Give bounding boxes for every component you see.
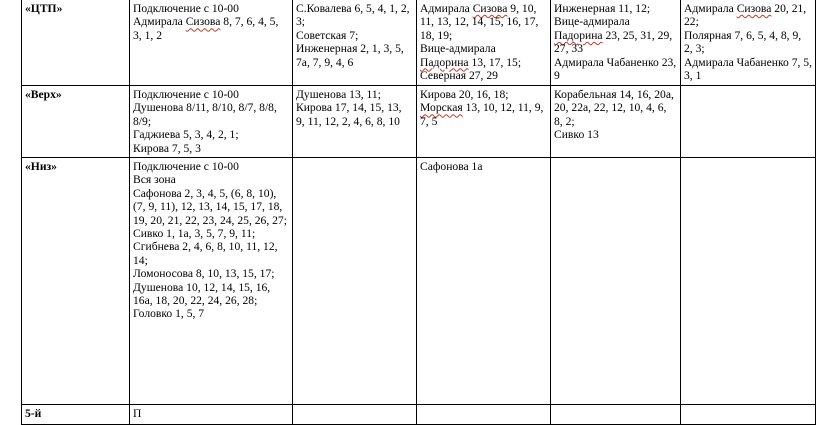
- schedule-cell-2: [293, 405, 417, 425]
- zone-name-cell: [22, 86, 130, 158]
- address-line: Полярная 7, 6, 5, 4, 8, 9, 2, 3;: [684, 28, 802, 56]
- address-line: Сафонова 2, 3, 4, 5, (6, 8, 10), (7, 9, 11), 12, 13, 14, 15, 17, 18, 19, 20, 21, 22, 23, 24, 25, 26, 27;: [133, 186, 287, 227]
- address-line: Сгибнева 2, 4, 6, 8, 10, 11, 12, 14;: [133, 240, 278, 267]
- schedule-cell-4: [551, 405, 681, 425]
- schedule-cell-5: [681, 405, 816, 425]
- address-line: Подключение с 10-00: [133, 88, 239, 101]
- schedule-cell-5: [681, 0, 816, 86]
- zone-name-cell: [22, 158, 130, 405]
- address-line: Корабельная 14, 16, 20а, 20, 22а, 22, 12, 10, 4, 6, 8, 2;: [554, 88, 674, 128]
- schedule-cell-5: [681, 86, 816, 158]
- schedule-cell-2: [293, 0, 417, 86]
- schedule-cell-1: [130, 86, 293, 158]
- schedule-cell-1: [130, 405, 293, 425]
- zone-name: «Низ»: [25, 160, 57, 173]
- address-line: Сивко 13: [554, 128, 599, 142]
- schedule-cell-5: [681, 158, 816, 405]
- address-line: Инженерная 11, 12;: [554, 2, 651, 15]
- zone-name: «Верх»: [25, 88, 62, 101]
- zone-name-cell: [22, 0, 130, 86]
- spellcheck-mark: Сизова: [185, 15, 221, 29]
- schedule-cell-3: [417, 158, 551, 405]
- spellcheck-mark: Падорина: [554, 28, 603, 42]
- schedule-cell-2: [293, 86, 417, 158]
- address-line: Подключение с 10-00: [133, 160, 239, 173]
- address-line: Вице-адмирала Падорина 13, 17, 15;: [420, 42, 522, 69]
- address-line: Адмирала Сизова 20, 21, 22;: [684, 2, 807, 29]
- address-line: Адмирала Чабаненко 7, 5, 3, 1: [684, 55, 812, 83]
- address-line: Адмирала Сизова 8, 7, 6, 4, 5, 3, 1, 2: [133, 15, 279, 42]
- schedule-cell-1: [130, 0, 293, 86]
- schedule-cell-2: [293, 158, 417, 405]
- schedule-cell-3: [417, 86, 551, 158]
- address-line: Адмирала Сизова 9, 10, 11, 13, 12, 14, 15, 16, 17, 18, 19;: [420, 2, 539, 42]
- address-line: Ломоносова 8, 10, 13, 15, 17;: [133, 267, 275, 281]
- address-line: Морская 13, 10, 12, 11, 9, 7, 5: [420, 101, 544, 128]
- spellcheck-mark: Сизова: [736, 2, 772, 15]
- zone-name-cell: [22, 405, 130, 425]
- schedule-cell-1: [130, 158, 293, 405]
- address-line: Сафонова 1а: [420, 160, 483, 173]
- address-line: П: [133, 407, 142, 420]
- address-line: Гаджиева 5, 3, 4, 2, 1;: [133, 128, 239, 142]
- schedule-cell-4: [551, 86, 681, 158]
- schedule-cell-3: [417, 0, 551, 86]
- address-line: Подключение с 10-00: [133, 2, 239, 15]
- schedule-table: [21, 0, 816, 425]
- address-line: Северная 27, 29: [420, 69, 498, 83]
- address-line: Кирова 17, 14, 15, 13, 9, 11, 12, 2, 4, 6, 8, 10: [296, 101, 402, 128]
- address-line: Адмирала Чабаненко 23, 9: [554, 55, 677, 83]
- schedule-cell-4: [551, 0, 681, 86]
- address-line: Советская 7;: [296, 28, 359, 42]
- schedule-cell-4: [551, 158, 681, 405]
- table-row: [22, 0, 816, 86]
- table-row: [22, 158, 816, 405]
- address-line: Душенова 13, 11;: [296, 88, 381, 101]
- spellcheck-mark: Морская: [420, 101, 463, 115]
- schedule-table-body: [22, 0, 816, 425]
- zone-name: 5-й: [25, 407, 42, 420]
- address-line: Кирова 7, 5, 3: [133, 141, 201, 155]
- address-line: Душенова 10, 12, 14, 15, 16, 16а, 18, 20, 22, 24, 26, 28;: [133, 280, 271, 308]
- table-row: [22, 405, 816, 425]
- address-line: Инженерная 2, 1, 3, 5, 7а, 7, 9, 4, 6: [296, 42, 404, 69]
- address-line: Сивко 1, 1а, 3, 5, 7, 9, 11;: [133, 227, 256, 241]
- address-line: Кирова 20, 16, 18;: [420, 88, 509, 101]
- address-line: Головко 1, 5, 7: [133, 307, 205, 321]
- spellcheck-mark: Падорина: [420, 55, 469, 69]
- address-line: С.Ковалева 6, 5, 4, 1, 2, 3;: [296, 2, 410, 29]
- address-line: Душенова 8/11, 8/10, 8/7, 8/8, 8/9;: [133, 101, 277, 128]
- schedule-cell-3: [417, 405, 551, 425]
- table-row: [22, 86, 816, 158]
- address-line: Вся зона: [133, 173, 176, 187]
- spellcheck-mark: Сизова: [472, 2, 508, 15]
- zone-name: «ЦТП»: [25, 2, 63, 15]
- address-line: Вице-адмирала Падорина 23, 25, 31, 29, 27, 33: [554, 15, 673, 56]
